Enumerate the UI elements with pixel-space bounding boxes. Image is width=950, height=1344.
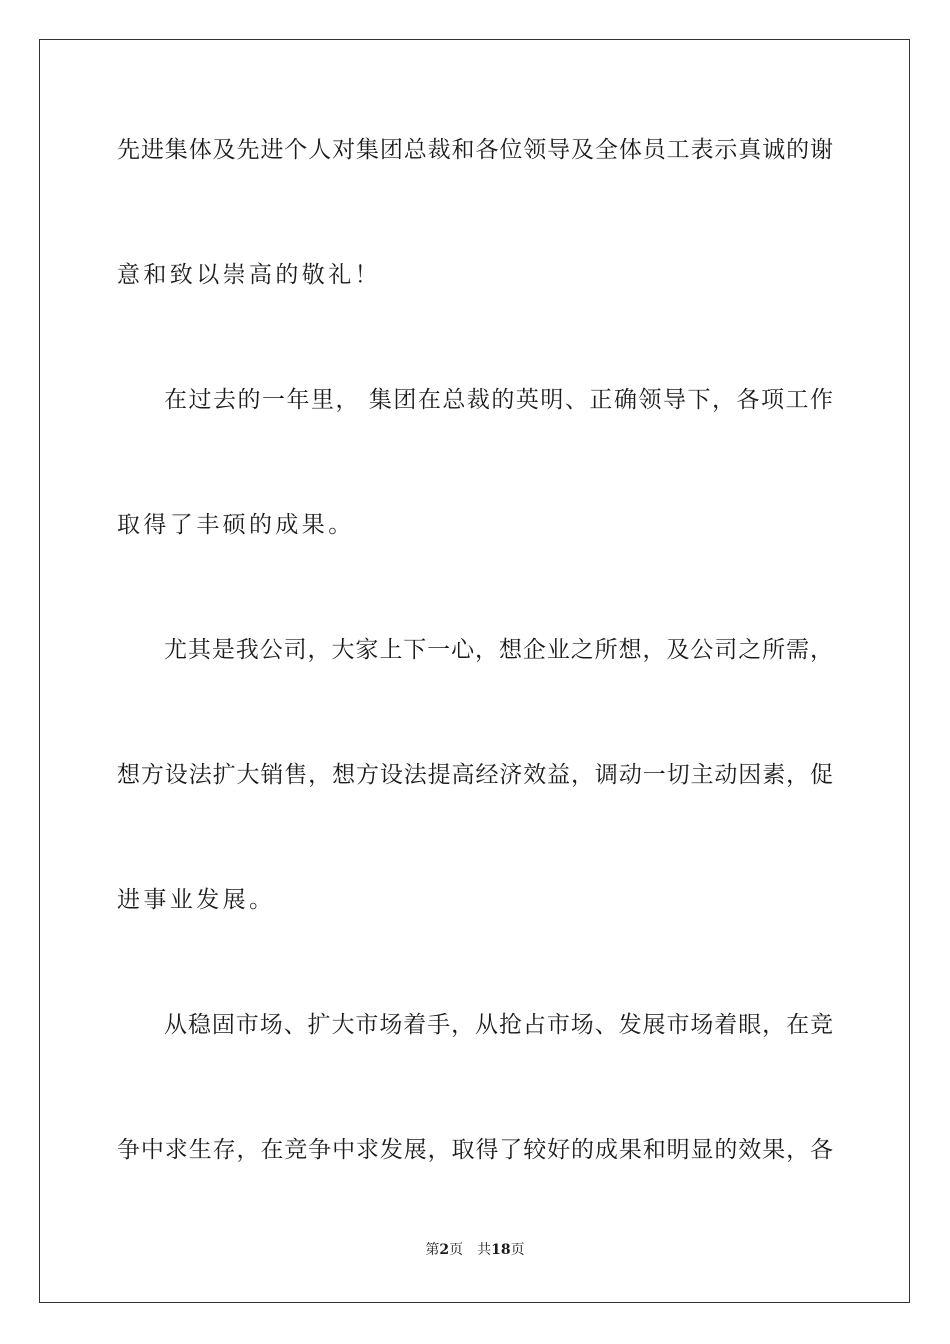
paragraph-line: 在过去的一年里， 集团在总裁的英明、正确领导下，各项工作 xyxy=(164,387,833,413)
paragraph-line: 从稳固市场、扩大市场着手，从抢占市场、发展市场着眼，在竞 xyxy=(164,1012,833,1038)
paragraph-line: 先进集体及先进个人对集团总裁和各位领导及全体员工表示真诚的谢 xyxy=(117,137,833,163)
page-border xyxy=(39,39,910,1303)
paragraph-line: 取得了丰硕的成果。 xyxy=(117,512,355,538)
paragraph-line: 进事业发展。 xyxy=(117,887,276,913)
paragraph-line: 意和致以崇高的敬礼！ xyxy=(117,262,381,288)
page-footer xyxy=(0,1241,950,1259)
page-prefix: 第 xyxy=(425,1242,440,1258)
page-suffix: 页 xyxy=(449,1242,464,1258)
total-pages: 18 xyxy=(491,1242,511,1258)
paragraph-line: 争中求生存，在竞争中求发展，取得了较好的成果和明显的效果，各 xyxy=(117,1137,833,1163)
paragraph-line: 想方设法扩大销售，想方设法提高经济效益，调动一切主动因素，促 xyxy=(117,762,833,788)
paragraph-line: 尤其是我公司，大家上下一心，想企业之所想，及公司之所需， xyxy=(164,637,833,663)
total-suffix: 页 xyxy=(510,1242,525,1258)
total-prefix: 共 xyxy=(477,1242,492,1258)
page-number: 2 xyxy=(439,1242,450,1258)
